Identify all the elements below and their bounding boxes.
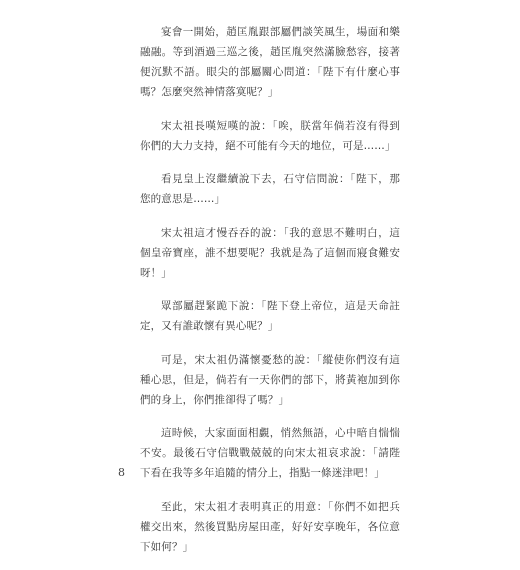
paragraph-1: 宴會一開始，趙匡胤跟部屬們談笑風生，場面和樂融融。等到酒過三巡之後，趙匡胤突然滿臉愁容，接著便沉默不語。眼尖的部屬關心問道：「陛下有什麼心事嗎？怎麼突然神情落寞呢？」 xyxy=(140,26,400,98)
paragraph-4: 宋太祖這才慢吞吞的說：「我的意思不難明白，這個皇帝寶座，誰不想要呢？我就是為了這個而寢食難安呀！」 xyxy=(140,226,400,279)
paragraph-8: 至此，宋太祖才表明真正的用意：「你們不如把兵權交出來，然後買點房屋田產，好好安享晚年，各位意下如何？」 xyxy=(140,500,400,553)
paragraph-3: 看見皇上沒繼續說下去，石守信問說：「陛下，那您的意思是……」 xyxy=(140,173,400,205)
paragraph-2: 宋太祖長嘆短嘆的說：「唉，朕當年倘若沒有得到你們的大力支持，絕不可能有今天的地位，可是……」 xyxy=(140,119,400,152)
paragraph-7: 這時候，大家面面相覷，悄然無語，心中暗自惴惴不安。最後石守信戰戰兢兢的向宋太祖哀求說：「請陛下看在我等多年追隨的情分上，指點一條迷津吧！」 xyxy=(140,427,400,479)
paragraph-6: 可是，宋太祖仍滿懷憂愁的說：「縱使你們沒有這種心思，但是，倘若有一天你們的部下，將黃袍加到你們的身上，你們推卻得了嗎？」 xyxy=(140,353,400,406)
page-number: 8 xyxy=(118,466,125,479)
body-text xyxy=(140,22,400,570)
paragraph-5: 眾部屬趕緊跪下說：「陛下登上帝位，這是天命註定，又有誰敢懷有異心呢？」 xyxy=(140,300,400,332)
